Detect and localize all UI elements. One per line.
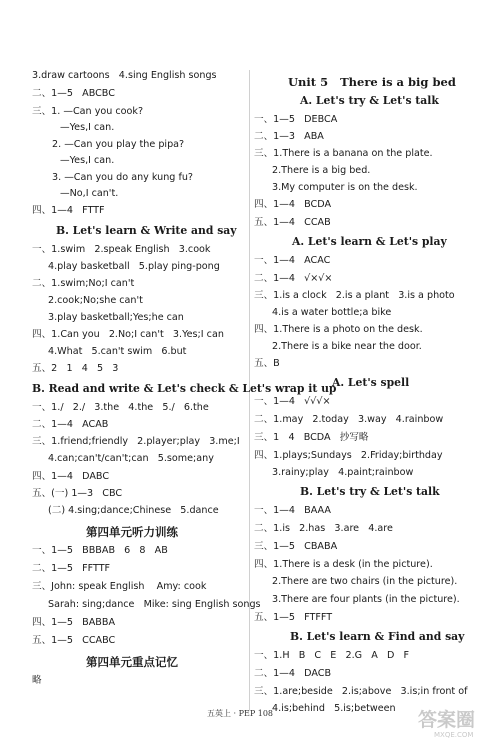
section-heading: B. Read and write & Let's check & Let's wrap it up [32, 382, 337, 395]
answer-line: 一、1—4 √√√× [254, 396, 331, 407]
answer-line: 4.is;behind 5.is;between [272, 703, 396, 714]
answer-line: 三、John: speak English Amy: cook [32, 581, 207, 592]
answer-line: 一、1.H B C E 2.G A D F [254, 650, 409, 661]
answer-line: 3.There are four plants (in the picture). [272, 594, 460, 605]
answer-line: 二、1.swim;No;I can't [32, 278, 135, 289]
answer-line: 四、1.Can you 2.No;I can't 3.Yes;I can [32, 329, 224, 340]
answer-line: 三、1. —Can you cook? [32, 106, 144, 117]
answer-line: 二、1—4 √×√× [254, 273, 333, 284]
watermark-logo [416, 706, 494, 740]
answer-line: 二、1—4 ACAB [32, 419, 109, 430]
answer-line: 2. —Can you play the pipa? [52, 139, 185, 150]
section-heading: A. Let's learn & Let's play [292, 235, 447, 248]
section-heading: 第四单元听力训练 [86, 525, 178, 539]
answer-line: 三、1.friend;friendly 2.player;play 3.me;I [32, 436, 240, 447]
answer-line: 五、1—5 FTFFT [254, 612, 333, 623]
answer-line: 三、1.is a clock 2.is a plant 3.is a photo [254, 290, 455, 301]
answer-line: 二、1—3 ABA [254, 131, 324, 142]
section-heading: A. Let's spell [332, 376, 410, 389]
answer-line: 四、1—4 DABC [32, 471, 110, 482]
answer-line: 二、1.may 2.today 3.way 4.rainbow [254, 414, 444, 425]
answer-line: 三、1—5 CBABA [254, 541, 338, 552]
answer-line: 一、1—4 ACAC [254, 255, 331, 266]
answer-line: 二、1—5 ABCBC [32, 88, 115, 99]
answer-line: 五、2 1 4 5 3 [32, 363, 119, 374]
answer-line: 一、1—5 BBBAB 6 8 AB [32, 545, 168, 556]
answer-line: —Yes,I can. [60, 122, 115, 133]
answer-line: 三、1.are;beside 2.is;above 3.is;in front of [254, 686, 468, 697]
answer-line: 一、1—5 DEBCA [254, 114, 338, 125]
answer-line: 五、1—5 CCABC [32, 635, 116, 646]
answer-line: 五、1—4 CCAB [254, 217, 331, 228]
answer-line: 四、1—4 BCDA [254, 199, 332, 210]
answer-line: —Yes,I can. [60, 155, 115, 166]
section-heading: B. Let's learn & Write and say [56, 224, 237, 237]
answer-line: (二) 4.sing;dance;Chinese 5.dance [48, 505, 219, 516]
answer-line: Sarah: sing;dance Mike: sing English songs [48, 599, 261, 610]
answer-line: 三、1.There is a banana on the plate. [254, 148, 433, 159]
answer-line: 3. —Can you do any kung fu? [52, 172, 193, 183]
answer-line: 2.cook;No;she can't [48, 295, 143, 306]
answer-line: 4.play basketball 5.play ping-pong [48, 261, 220, 272]
answer-line: 4.is a water bottle;a bike [272, 307, 392, 318]
answer-line: 一、1.swim 2.speak English 3.cook [32, 244, 211, 255]
answer-line: 略 [32, 675, 42, 686]
answer-line: 五、(一) 1—3 CBC [32, 488, 123, 499]
answer-line: 2.There is a bike near the door. [272, 341, 422, 352]
answer-line: 2.There is a big bed. [272, 165, 371, 176]
answer-line: 四、1—4 FTTF [32, 205, 105, 216]
answer-line: 3.rainy;play 4.paint;rainbow [272, 467, 414, 478]
answer-line: 二、1.is 2.has 3.are 4.are [254, 523, 393, 534]
answer-line: 四、1.There is a desk (in the picture). [254, 559, 433, 570]
watermark-text: 答案圈 [418, 709, 476, 731]
answer-line: 四、1.plays;Sundays 2.Friday;birthday [254, 450, 443, 461]
section-heading: B. Let's try & Let's talk [300, 485, 440, 498]
section-heading: Unit 5 There is a big bed [288, 75, 456, 89]
answer-line: 四、1.There is a photo on the desk. [254, 324, 423, 335]
answer-line: 三、1 4 BCDA 抄写略 [254, 432, 369, 443]
section-heading: 第四单元重点记忆 [86, 655, 178, 669]
answer-line: 四、1—5 BABBA [32, 617, 116, 628]
watermark-subtext: MXQE.COM [434, 731, 474, 739]
answer-line: 二、1—4 DACB [254, 668, 332, 679]
section-heading: A. Let's try & Let's talk [300, 94, 439, 107]
answer-line: 4.can;can't/can't;can 5.some;any [48, 453, 214, 464]
answer-line: 3.draw cartoons 4.sing English songs [32, 70, 217, 81]
answer-line: 二、1—5 FFTTF [32, 563, 111, 574]
page-footer: 五英上 · PEP 108 [206, 709, 274, 718]
answer-line: 3.play basketball;Yes;he can [48, 312, 184, 323]
answer-line: 4.What 5.can't swim 6.but [48, 346, 187, 357]
answer-line: 一、1./ 2./ 3.the 4.the 5./ 6.the [32, 402, 209, 413]
answer-line: 一、1—4 BAAA [254, 505, 331, 516]
answer-line: 2.There are two chairs (in the picture). [272, 576, 458, 587]
section-heading: B. Let's learn & Find and say [290, 630, 465, 643]
answer-line: —No,I can't. [60, 188, 119, 199]
answer-line: 五、B [254, 358, 280, 369]
answer-line: 3.My computer is on the desk. [272, 182, 418, 193]
